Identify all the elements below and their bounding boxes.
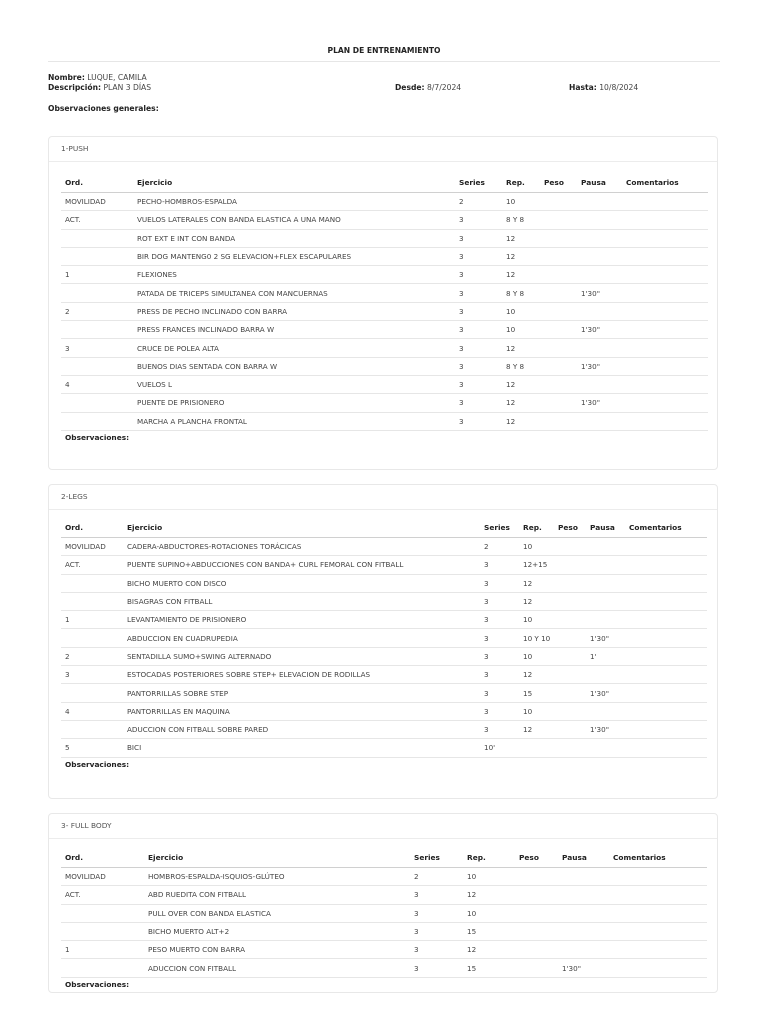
table-cell: 10: [519, 611, 554, 629]
table-cell: SENTADILLA SUMO+SWING ALTERNADO: [123, 647, 480, 665]
table-cell: [540, 229, 577, 247]
table-cell: [586, 538, 625, 556]
table-cell: [586, 592, 625, 610]
table-cell: MOVILIDAD: [61, 193, 133, 211]
table-cell: [558, 904, 609, 922]
table-row: [61, 592, 707, 610]
table-cell: [554, 666, 586, 684]
table-row: [61, 538, 707, 556]
table-cell: 8 Y 8: [502, 284, 540, 302]
table-cell: 1': [586, 647, 625, 665]
table-cell: 3: [455, 284, 502, 302]
table-cell: [61, 357, 133, 375]
table-cell: [540, 193, 577, 211]
table-cell: 3: [480, 556, 519, 574]
table-cell: [558, 868, 609, 886]
table-cell: [625, 629, 707, 647]
table-cell: 10 Y 10: [519, 629, 554, 647]
table-cell: BICHO MUERTO CON DISCO: [123, 574, 480, 592]
general-observations: [48, 104, 159, 113]
table-cell: [622, 394, 708, 412]
table-cell: [554, 574, 586, 592]
table-header-row: [61, 848, 707, 868]
table-cell: [586, 574, 625, 592]
table-cell: ADUCCION CON FITBALL: [144, 959, 410, 977]
table-cell: [577, 229, 622, 247]
table-cell: BICHO MUERTO ALT+2: [144, 922, 410, 940]
day-card-2: [48, 484, 718, 799]
table-cell: 12: [502, 412, 540, 430]
column-header: Rep.: [463, 848, 515, 868]
table-cell: [622, 211, 708, 229]
table-cell: 1'30": [577, 394, 622, 412]
table-cell: [558, 922, 609, 940]
table-cell: 3: [455, 357, 502, 375]
table-cell: [577, 302, 622, 320]
table-row: [61, 739, 707, 757]
table-cell: 12: [502, 247, 540, 265]
table-cell: PRESS DE PECHO INCLINADO CON BARRA: [133, 302, 455, 320]
nombre-value: LUQUE, CAMILA: [87, 73, 147, 82]
table-cell: 3: [480, 611, 519, 629]
page-title: PLAN DE ENTRENAMIENTO: [48, 46, 720, 62]
table-cell: ABDUCCION EN CUADRUPEDIA: [123, 629, 480, 647]
table-cell: 15: [463, 922, 515, 940]
table-cell: 15: [463, 959, 515, 977]
table-cell: [540, 394, 577, 412]
table-cell: 3: [455, 302, 502, 320]
table-cell: [577, 375, 622, 393]
table-cell: [519, 739, 554, 757]
table-cell: 12: [502, 266, 540, 284]
column-header: Pausa: [577, 173, 622, 193]
desde-value: 8/7/2024: [427, 83, 462, 92]
table-cell: [61, 922, 144, 940]
table-cell: 1'30": [558, 959, 609, 977]
table-cell: [554, 684, 586, 702]
table-cell: 1'30": [586, 684, 625, 702]
table-cell: 3: [410, 886, 463, 904]
table-cell: 2: [61, 302, 133, 320]
table-cell: [61, 284, 133, 302]
table-cell: 3: [480, 574, 519, 592]
table-cell: [61, 904, 144, 922]
table-row: [61, 394, 708, 412]
table-cell: [61, 321, 133, 339]
table-row: [61, 611, 707, 629]
table-cell: [540, 412, 577, 430]
table-cell: VUELOS LATERALES CON BANDA ELASTICA A UNA MANO: [133, 211, 455, 229]
table-cell: 10: [463, 868, 515, 886]
client-name: [48, 73, 147, 82]
table-row: [61, 375, 708, 393]
table-cell: [558, 941, 609, 959]
column-header: Ord.: [61, 848, 144, 868]
table-cell: [61, 412, 133, 430]
table-cell: 10: [463, 904, 515, 922]
table-cell: [515, 959, 558, 977]
column-header: Rep.: [519, 518, 554, 538]
table-cell: [558, 886, 609, 904]
table-cell: 3: [455, 229, 502, 247]
table-cell: 3: [410, 904, 463, 922]
table-cell: 3: [480, 720, 519, 738]
table-cell: 12: [502, 394, 540, 412]
table-cell: [61, 574, 123, 592]
table-cell: [515, 941, 558, 959]
table-cell: [554, 739, 586, 757]
table-row: [61, 193, 708, 211]
table-cell: 1'30": [586, 720, 625, 738]
table-cell: [554, 538, 586, 556]
table-cell: [625, 647, 707, 665]
table-cell: [61, 229, 133, 247]
observations-label: Observaciones:: [65, 432, 130, 442]
table-row: [61, 302, 708, 320]
table-cell: PECHO-HOMBROS-ESPALDA: [133, 193, 455, 211]
table-row: [61, 886, 707, 904]
column-header: Ejercicio: [123, 518, 480, 538]
table-cell: [540, 211, 577, 229]
table-cell: VUELOS L: [133, 375, 455, 393]
table-cell: 1'30": [577, 357, 622, 375]
table-cell: [622, 375, 708, 393]
table-cell: 3: [480, 647, 519, 665]
table-row: [61, 702, 707, 720]
exercise-table: [61, 518, 707, 758]
table-cell: [540, 302, 577, 320]
day-title: 1-PUSH: [49, 137, 717, 162]
table-cell: PATADA DE TRICEPS SIMULTANEA CON MANCUERNAS: [133, 284, 455, 302]
table-cell: 1'30": [577, 321, 622, 339]
table-cell: 15: [519, 684, 554, 702]
table-cell: [554, 720, 586, 738]
table-cell: 3: [61, 339, 133, 357]
column-header: Rep.: [502, 173, 540, 193]
table-cell: PULL OVER CON BANDA ELASTICA: [144, 904, 410, 922]
table-cell: 3: [410, 922, 463, 940]
table-cell: 3: [410, 941, 463, 959]
table-cell: [622, 247, 708, 265]
day-card-1: [48, 136, 718, 470]
table-cell: HOMBROS-ESPALDA-ISQUIOS-GLÚTEO: [144, 868, 410, 886]
column-header: Ord.: [61, 173, 133, 193]
table-cell: [61, 592, 123, 610]
table-cell: [540, 321, 577, 339]
table-row: [61, 666, 707, 684]
table-cell: PANTORRILLAS SOBRE STEP: [123, 684, 480, 702]
table-cell: PANTORRILLAS EN MAQUINA: [123, 702, 480, 720]
table-cell: 3: [455, 375, 502, 393]
table-cell: PUENTE DE PRISIONERO: [133, 394, 455, 412]
table-row: [61, 339, 708, 357]
table-cell: 3: [455, 339, 502, 357]
day-title: 3- FULL BODY: [49, 814, 717, 839]
table-cell: [625, 720, 707, 738]
column-header: Series: [410, 848, 463, 868]
table-cell: 3: [480, 592, 519, 610]
table-cell: [586, 702, 625, 720]
table-cell: [540, 284, 577, 302]
table-cell: [622, 339, 708, 357]
observations-label: Observaciones:: [65, 979, 130, 989]
table-cell: [586, 556, 625, 574]
table-cell: 4: [61, 702, 123, 720]
table-cell: [625, 592, 707, 610]
table-cell: [625, 739, 707, 757]
column-header: Peso: [554, 518, 586, 538]
exercise-table: [61, 848, 707, 978]
column-header: Ord.: [61, 518, 123, 538]
table-cell: [554, 592, 586, 610]
table-cell: [609, 922, 707, 940]
table-cell: PUENTE SUPINO+ABDUCCIONES CON BANDA+ CURL FEMORAL CON FITBALL: [123, 556, 480, 574]
table-row: [61, 357, 708, 375]
table-cell: [554, 702, 586, 720]
table-cell: [625, 556, 707, 574]
table-cell: 3: [455, 211, 502, 229]
table-cell: 12: [519, 592, 554, 610]
table-cell: MOVILIDAD: [61, 868, 144, 886]
day-card-3: [48, 813, 718, 993]
table-row: [61, 321, 708, 339]
table-cell: [622, 229, 708, 247]
table-cell: ESTOCADAS POSTERIORES SOBRE STEP+ ELEVACION DE RODILLAS: [123, 666, 480, 684]
table-row: [61, 556, 707, 574]
exercise-table: [61, 173, 708, 431]
table-cell: [586, 666, 625, 684]
table-cell: 1'30": [577, 284, 622, 302]
table-cell: [61, 629, 123, 647]
table-cell: 10: [502, 302, 540, 320]
table-header-row: [61, 173, 708, 193]
table-cell: [609, 868, 707, 886]
table-cell: MARCHA A PLANCHA FRONTAL: [133, 412, 455, 430]
table-cell: 12: [502, 375, 540, 393]
table-row: [61, 904, 707, 922]
table-cell: [554, 629, 586, 647]
table-cell: [515, 868, 558, 886]
table-cell: 12: [463, 941, 515, 959]
table-cell: [515, 886, 558, 904]
table-cell: FLEXIONES: [133, 266, 455, 284]
table-cell: [61, 394, 133, 412]
table-cell: 12: [502, 339, 540, 357]
table-cell: [577, 247, 622, 265]
table-cell: [609, 886, 707, 904]
column-header: Series: [480, 518, 519, 538]
table-cell: [61, 959, 144, 977]
column-header: Ejercicio: [144, 848, 410, 868]
table-cell: BISAGRAS CON FITBALL: [123, 592, 480, 610]
column-header: Pausa: [586, 518, 625, 538]
table-cell: 12: [519, 574, 554, 592]
table-cell: BIR DOG MANTENG0 2 SG ELEVACION+FLEX ESCAPULARES: [133, 247, 455, 265]
table-cell: BICI: [123, 739, 480, 757]
table-row: [61, 647, 707, 665]
table-cell: 12: [502, 229, 540, 247]
hasta-value: 10/8/2024: [599, 83, 639, 92]
column-header: Peso: [515, 848, 558, 868]
table-cell: [554, 556, 586, 574]
table-cell: 3: [480, 684, 519, 702]
table-cell: 3: [410, 959, 463, 977]
table-row: [61, 266, 708, 284]
table-cell: ADUCCION CON FITBALL SOBRE PARED: [123, 720, 480, 738]
table-cell: [554, 647, 586, 665]
table-cell: [540, 375, 577, 393]
table-row: [61, 868, 707, 886]
table-cell: [625, 574, 707, 592]
table-cell: 3: [480, 629, 519, 647]
column-header: Peso: [540, 173, 577, 193]
table-cell: 3: [61, 666, 123, 684]
start-date: [395, 83, 461, 92]
table-cell: 2: [455, 193, 502, 211]
table-cell: [625, 684, 707, 702]
table-cell: [622, 193, 708, 211]
table-cell: [515, 904, 558, 922]
table-cell: ROT EXT E INT CON BANDA: [133, 229, 455, 247]
table-cell: [609, 904, 707, 922]
table-cell: [540, 266, 577, 284]
table-cell: [61, 684, 123, 702]
hasta-label: Hasta:: [569, 83, 597, 92]
table-cell: [622, 266, 708, 284]
table-cell: [540, 357, 577, 375]
table-cell: 5: [61, 739, 123, 757]
table-cell: 10: [502, 321, 540, 339]
table-row: [61, 284, 708, 302]
table-cell: 1'30": [586, 629, 625, 647]
table-row: [61, 247, 708, 265]
table-cell: 8 Y 8: [502, 211, 540, 229]
table-cell: 12: [519, 720, 554, 738]
table-cell: 12+15: [519, 556, 554, 574]
table-cell: [540, 247, 577, 265]
table-row: [61, 412, 708, 430]
table-cell: [554, 611, 586, 629]
table-cell: [577, 412, 622, 430]
table-cell: BUENOS DIAS SENTADA CON BARRA W: [133, 357, 455, 375]
table-cell: [609, 941, 707, 959]
table-cell: 12: [519, 666, 554, 684]
observations-label: Observaciones:: [65, 759, 130, 769]
table-cell: [622, 302, 708, 320]
day-title: 2-LEGS: [49, 485, 717, 510]
column-header: Comentarios: [609, 848, 707, 868]
table-cell: [625, 702, 707, 720]
table-cell: [586, 611, 625, 629]
table-cell: [609, 959, 707, 977]
table-cell: [577, 193, 622, 211]
table-cell: PESO MUERTO CON BARRA: [144, 941, 410, 959]
table-cell: [577, 339, 622, 357]
table-cell: 10: [519, 647, 554, 665]
table-cell: [622, 321, 708, 339]
table-cell: 2: [61, 647, 123, 665]
table-cell: LEVANTAMIENTO DE PRISIONERO: [123, 611, 480, 629]
descripcion-label: Descripción:: [48, 83, 102, 92]
table-cell: 10': [480, 739, 519, 757]
table-cell: [622, 357, 708, 375]
table-row: [61, 959, 707, 977]
table-row: [61, 941, 707, 959]
desde-label: Desde:: [395, 83, 425, 92]
table-cell: [622, 412, 708, 430]
table-cell: [61, 247, 133, 265]
column-header: Ejercicio: [133, 173, 455, 193]
column-header: Series: [455, 173, 502, 193]
table-cell: 1: [61, 941, 144, 959]
table-cell: 8 Y 8: [502, 357, 540, 375]
table-cell: [540, 339, 577, 357]
table-cell: 12: [463, 886, 515, 904]
column-header: Comentarios: [625, 518, 707, 538]
table-cell: 3: [455, 321, 502, 339]
nombre-label: Nombre:: [48, 73, 85, 82]
table-cell: 2: [410, 868, 463, 886]
end-date: [569, 83, 638, 92]
table-cell: 10: [502, 193, 540, 211]
table-cell: [586, 739, 625, 757]
table-header-row: [61, 518, 707, 538]
column-header: Comentarios: [622, 173, 708, 193]
table-cell: ACT.: [61, 556, 123, 574]
table-row: [61, 684, 707, 702]
table-cell: MOVILIDAD: [61, 538, 123, 556]
table-cell: PRESS FRANCES INCLINADO BARRA W: [133, 321, 455, 339]
table-cell: 4: [61, 375, 133, 393]
table-cell: [622, 284, 708, 302]
column-header: Pausa: [558, 848, 609, 868]
table-cell: 1: [61, 611, 123, 629]
table-cell: [515, 922, 558, 940]
table-cell: CRUCE DE POLEA ALTA: [133, 339, 455, 357]
table-row: [61, 574, 707, 592]
table-cell: 1: [61, 266, 133, 284]
table-cell: [625, 611, 707, 629]
table-cell: 10: [519, 538, 554, 556]
table-cell: ACT.: [61, 886, 144, 904]
table-cell: [577, 211, 622, 229]
table-row: [61, 922, 707, 940]
table-cell: 3: [455, 266, 502, 284]
table-row: [61, 629, 707, 647]
table-cell: 2: [480, 538, 519, 556]
table-row: [61, 229, 708, 247]
plan-description: [48, 83, 151, 92]
table-cell: CADERA-ABDUCTORES-ROTACIONES TORÁCICAS: [123, 538, 480, 556]
table-cell: 3: [480, 702, 519, 720]
general-observations-label: Observaciones generales:: [48, 104, 159, 113]
descripcion-value: PLAN 3 DÍAS: [103, 83, 152, 92]
table-cell: ABD RUEDITA CON FITBALL: [144, 886, 410, 904]
table-cell: 3: [480, 666, 519, 684]
table-cell: 3: [455, 247, 502, 265]
table-cell: [625, 538, 707, 556]
table-cell: 3: [455, 394, 502, 412]
table-cell: [625, 666, 707, 684]
table-cell: [61, 720, 123, 738]
table-cell: ACT.: [61, 211, 133, 229]
table-row: [61, 720, 707, 738]
table-row: [61, 211, 708, 229]
table-cell: 10: [519, 702, 554, 720]
table-cell: [577, 266, 622, 284]
table-cell: 3: [455, 412, 502, 430]
